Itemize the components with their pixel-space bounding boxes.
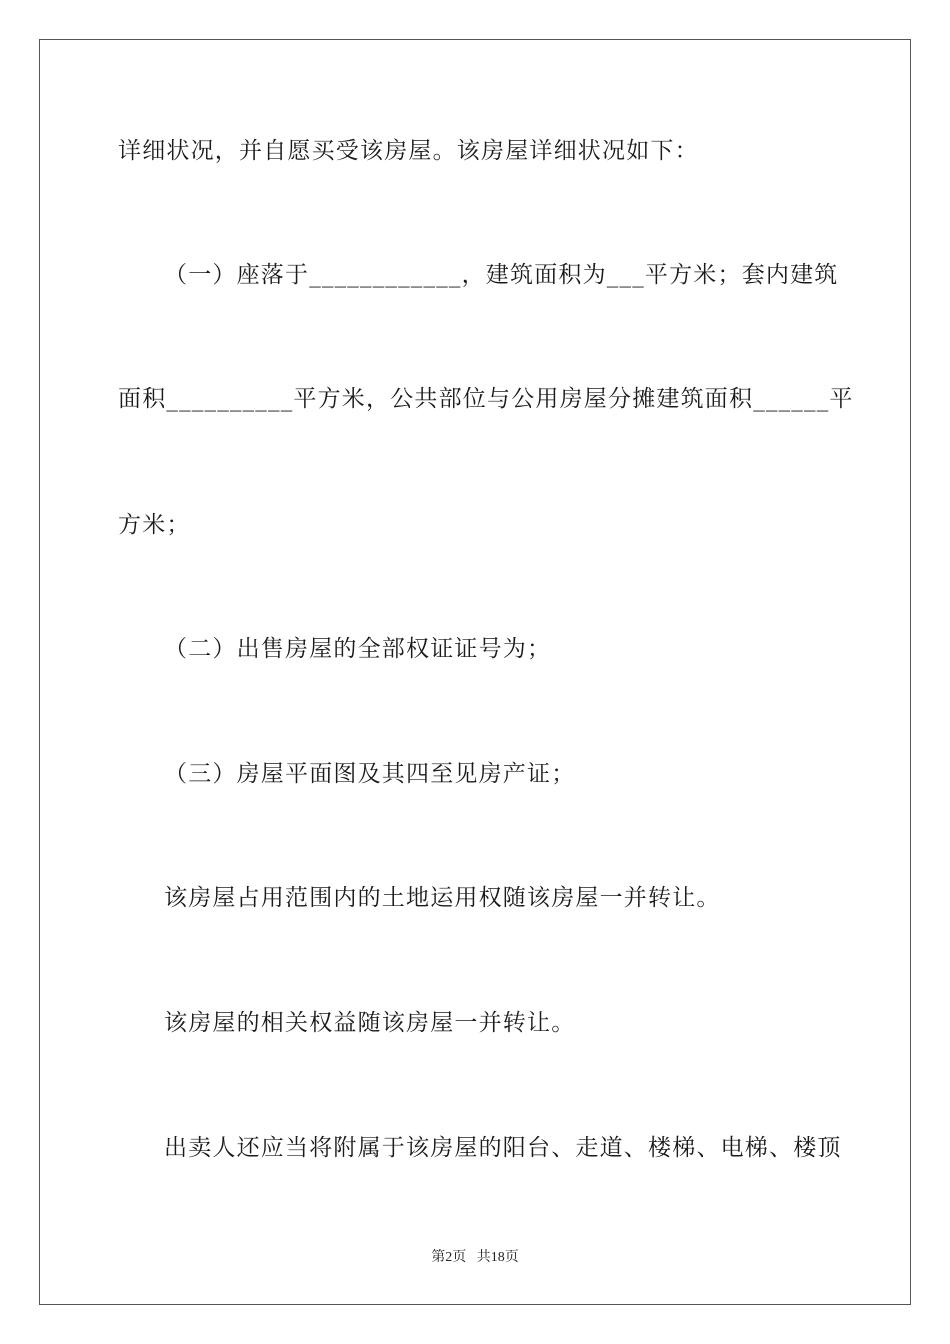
page-border: [39, 39, 911, 1305]
text-line-5: （二）出售房屋的全部权证证号为；: [164, 636, 552, 662]
page-total: 共18页: [476, 1250, 519, 1265]
text-line-1: 详细状况，并自愿买受该房屋。该房屋详细状况如下：: [118, 138, 699, 164]
page-footer: [0, 1246, 950, 1266]
text-line-9: 出卖人还应当将附属于该房屋的阳台、走道、楼梯、电梯、楼顶: [164, 1135, 842, 1161]
text-line-7: 该房屋占用范围内的土地运用权随该房屋一并转让。: [164, 885, 721, 911]
text-line-2: （一）座落于____________，建筑面积为___平方米；套内建筑: [164, 262, 839, 288]
text-line-8: 该房屋的相关权益随该房屋一并转让。: [164, 1010, 576, 1036]
page-number: 第2页: [431, 1250, 467, 1265]
text-line-4: 方米；: [118, 512, 191, 538]
text-line-6: （三）房屋平面图及其四至见房产证；: [164, 761, 576, 787]
text-line-3: 面积__________平方米，公共部位与公用房屋分摊建筑面积______平: [118, 386, 854, 412]
